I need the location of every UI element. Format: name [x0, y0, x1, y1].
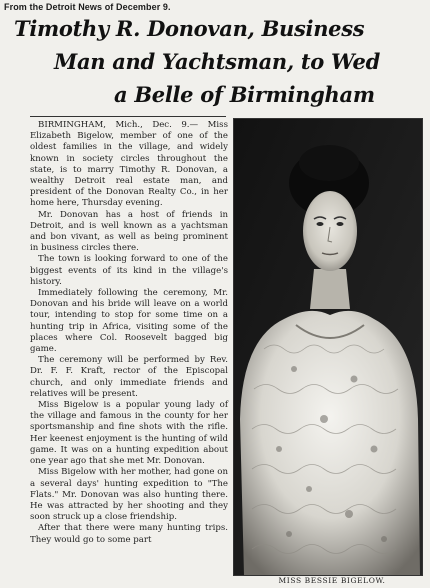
article-paragraph: The ceremony will be performed by Rev. Dr. F. F. Kraft, rector of the Episcopal church, and only immediate friends and relatives will be present. [30, 355, 228, 399]
photo-caption: MISS BESSIE BIGELOW. [278, 576, 386, 585]
headline-rule [30, 116, 226, 117]
headline-line-3: a Belle of Birmingham [114, 82, 375, 107]
article-paragraph: Miss Bigelow is a popular young lady of the village and famous in the county for her sportsmanship and fine shots with the rifle. Her keenest enjoyment is the hunting of wild game. It was on a hunting expedition about one year ago that she met Mr. Donovan. [30, 400, 228, 467]
headline [6, 12, 424, 112]
article-paragraph: After that there were many hunting trips. They would go to some part [30, 523, 228, 545]
article-paragraph: Miss Bigelow with her mother, had gone on a several days' hunting expedition to "The Flats." Mr. Donovan was also hunting there. He was attracted by her shooting and they soon struck up a close friendship. [30, 467, 228, 523]
article-paragraph: Immediately following the ceremony, Mr. Donovan and his bride will leave on a world tour, intending to stop for some time on a hunting trip in Africa, visiting some of the places where Col. Roosevelt bagged big game. [30, 288, 228, 355]
headline-line-2: Man and Yachtsman, to Wed [54, 49, 380, 74]
portrait-photo [233, 118, 423, 576]
article-body [30, 120, 228, 546]
portrait-illustration [234, 119, 422, 575]
headline-line-1: Timothy R. Donovan, Business [14, 16, 365, 41]
article-paragraph: Mr. Donovan has a host of friends in Detroit, and is well known as a yachtsman and bon vivant, as well as being prominent in business circles there. [30, 209, 228, 254]
article-paragraph: The town is looking forward to one of the biggest events of its kind in the village's history. [30, 254, 228, 287]
article-paragraph: BIRMINGHAM, Mich., Dec. 9.— Miss Elizabeth Bigelow, member of one of the oldest families in the village, and widely known in society circles throughout the state, is to marry Timothy R. Donovan, a wealthy Detroit real estate man, and president of the Donovan Realty Co., in her home here, Thursday evening. [30, 120, 228, 209]
source-line: From the Detroit News of December 9. [4, 2, 171, 12]
